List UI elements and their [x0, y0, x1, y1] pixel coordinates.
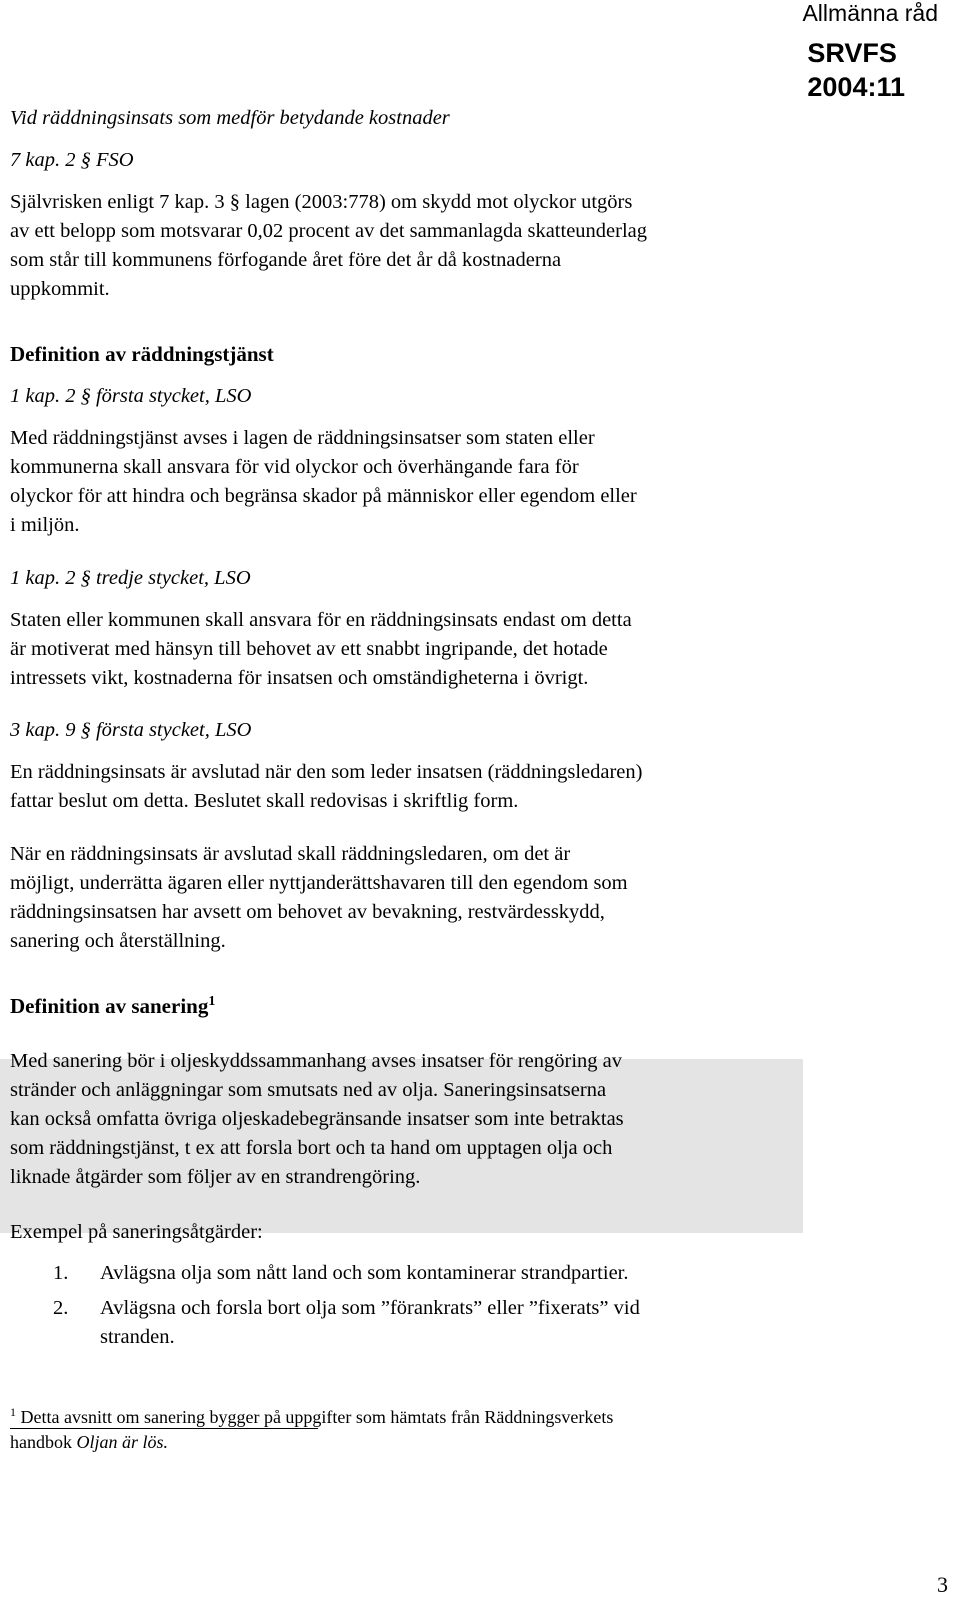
text-line: Självrisken enligt 7 kap. 3 § lagen (2003:778) om skydd mot olyckor utgörs [10, 191, 633, 213]
list-item-text: Avlägsna och forsla bort olja som ”förankrats” eller ”fixerats” vid [100, 1297, 640, 1319]
footnote-mark: 1 [10, 1405, 16, 1419]
text-line: När en räddningsinsats är avslutad skall räddningsledaren, om det är [10, 843, 571, 865]
heading-sanitation-definition [10, 994, 215, 1019]
heading-rescue-service-definition: Definition av räddningstjänst [10, 342, 274, 366]
paragraph-sanitation-advice [10, 1047, 624, 1192]
text-line: räddningsinsatsen har avsett om behovet av bevakning, restvärdesskydd, [10, 901, 605, 923]
footnote-line [10, 1430, 613, 1455]
document-code-line1: SRVFS [807, 38, 897, 68]
paragraph-rescue-service [10, 424, 637, 540]
document-code [807, 36, 905, 104]
text-line: uppkommit. [10, 278, 110, 300]
list-item-text: stranden. [100, 1326, 175, 1348]
text-line: möjligt, underrätta ägaren eller nyttjanderättshavaren till den egendom som [10, 872, 628, 894]
paragraph-notify-owner [10, 840, 628, 956]
text-line: liknade åtgärder som följer av en strandrengöring. [10, 1166, 421, 1188]
text-line: Med räddningstjänst avses i lagen de räddningsinsatser som staten eller [10, 427, 595, 449]
header-label: Allmänna råd [802, 0, 938, 26]
legal-reference-3-9-first: 3 kap. 9 § första stycket, LSO [10, 719, 252, 741]
examples-list [10, 1259, 790, 1352]
text-line: av ett belopp som motsvarar 0,02 procent av det sammanlagda skatteunderlag [10, 220, 648, 242]
text-line: som räddningstjänst, t ex att forsla bort och ta hand om upptagen olja och [10, 1137, 613, 1159]
text-line: är motiverat med hänsyn till behovet av ett snabbt ingripande, det hotade [10, 638, 608, 660]
list-item-number: 1. [53, 1262, 69, 1284]
paragraph-responsibility [10, 606, 632, 693]
list-item [10, 1259, 790, 1288]
text-line: kommunerna skall ansvara för vid olyckor och överhängande fara för [10, 456, 579, 478]
text-line: olyckor för att hindra och begränsa skador på människor eller egendom eller [10, 485, 637, 507]
footnote [10, 1405, 613, 1455]
text-line: stränder och anläggningar som smutsats ned av olja. Saneringsinsatserna [10, 1079, 607, 1101]
examples-intro: Exempel på saneringsåtgärder: [10, 1221, 263, 1243]
text-line: En räddningsinsats är avslutad när den som leder insatsen (räddningsledaren) [10, 761, 643, 783]
text-line: Med sanering bör i oljeskyddssammanhang avses insatser för rengöring av [10, 1050, 623, 1072]
list-item [10, 1294, 790, 1352]
list-item-number: 2. [53, 1297, 69, 1319]
footnote-book-title: Oljan är lös. [76, 1432, 169, 1452]
text-line: i miljön. [10, 514, 80, 536]
text-line: intressets vikt, kostnaderna för insatsen och omständigheterna i övrigt. [10, 667, 589, 689]
legal-reference-fso: 7 kap. 2 § FSO [10, 149, 134, 171]
footnote-reference: 1 [208, 994, 216, 1009]
legal-reference-1-2-third: 1 kap. 2 § tredje stycket, LSO [10, 567, 251, 589]
text-line: sanering och återställning. [10, 930, 226, 952]
text-line: Staten eller kommunen skall ansvara för en räddningsinsats endast om detta [10, 609, 632, 631]
text-line: fattar beslut om detta. Beslutet skall redovisas i skriftlig form. [10, 790, 519, 812]
text-line: kan också omfatta övriga oljeskadebegränsande insatser som inte betraktas [10, 1108, 624, 1130]
footnote-line [10, 1405, 613, 1430]
document-code-line2: 2004:11 [807, 72, 905, 102]
paragraph-self-risk [10, 188, 647, 304]
footnote-text: handbok [10, 1432, 77, 1452]
heading-text: Definition av sanering [10, 994, 209, 1018]
list-item-text: Avlägsna olja som nått land och som kontaminerar strandpartier. [100, 1262, 629, 1284]
footnote-text: Detta avsnitt om sanering bygger på uppgifter som hämtats från Räddningsverkets [20, 1407, 614, 1427]
page-number: 3 [937, 1572, 948, 1597]
legal-reference-1-2-first: 1 kap. 2 § första stycket, LSO [10, 385, 252, 407]
paragraph-completion [10, 758, 642, 816]
text-line: som står till kommunens förfogande året före det år då kostnaderna [10, 249, 562, 271]
subheading-costs: Vid räddningsinsats som medför betydande kostnader [10, 107, 450, 129]
